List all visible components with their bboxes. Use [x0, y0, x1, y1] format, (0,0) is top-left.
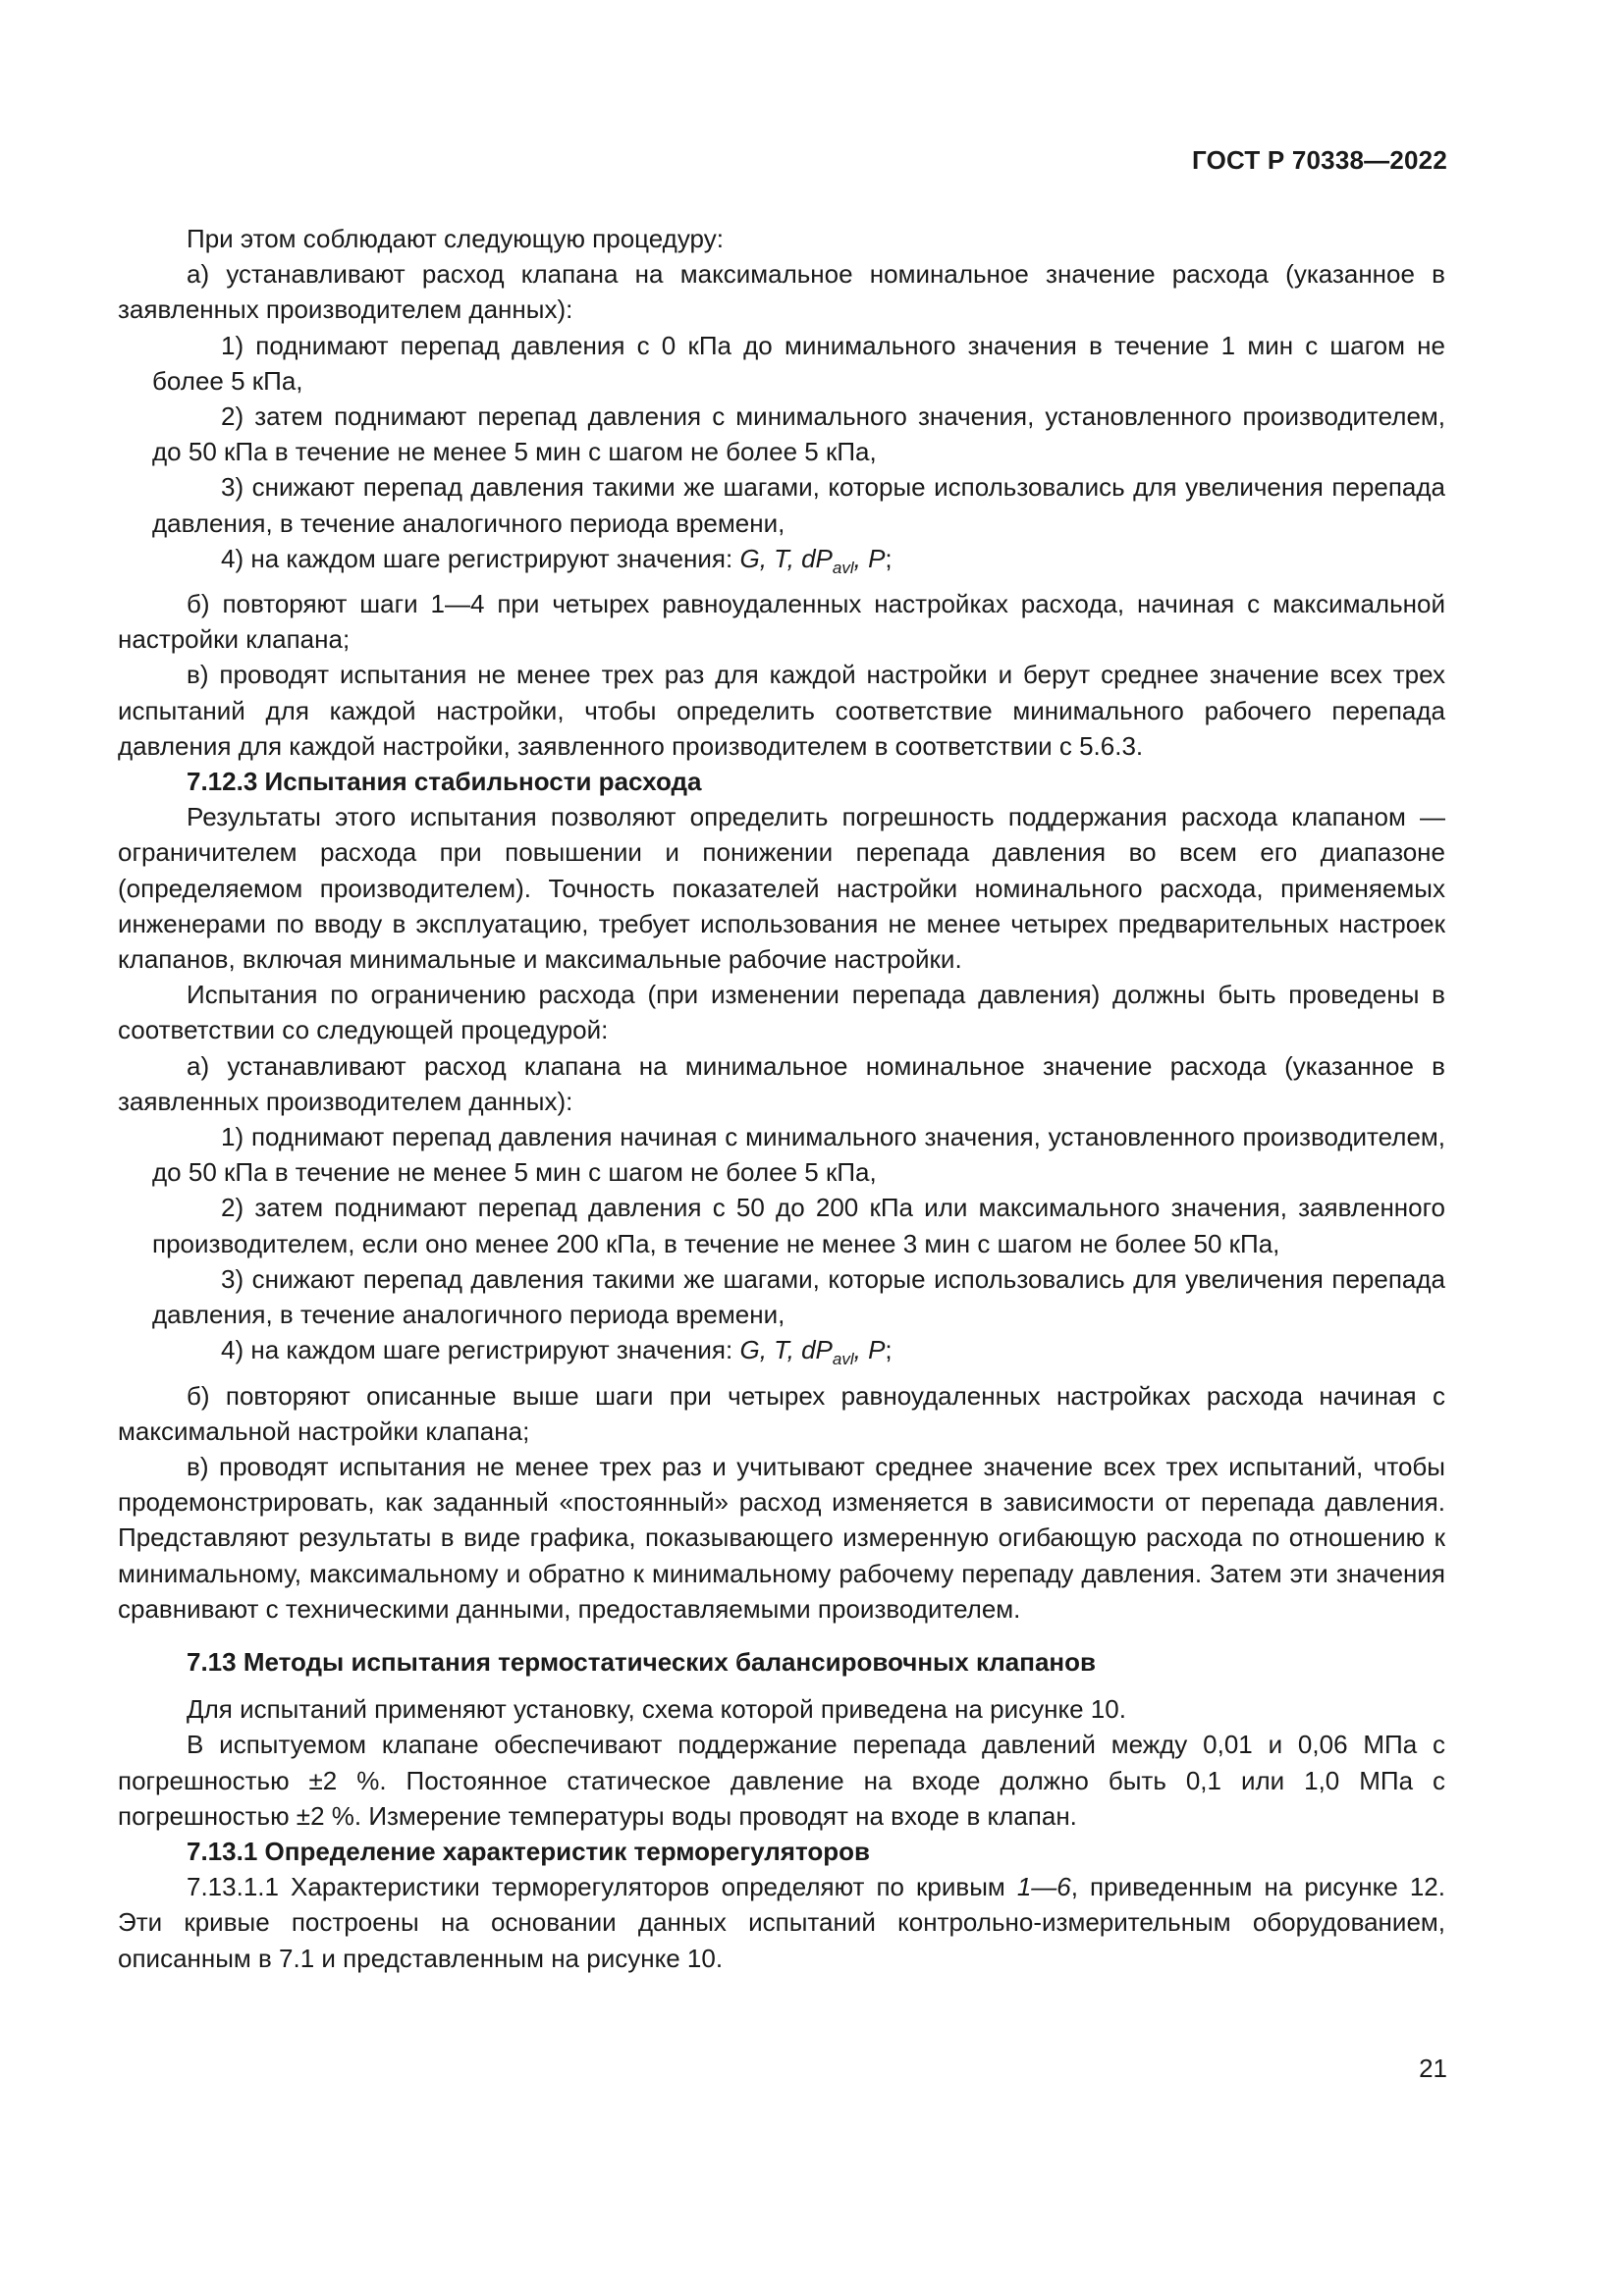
- text-span: , приведенным на рисунке 12. Эти кривые построены на основании данных испытаний контрольно-измерительным оборудованием, описанным в 7.1 и представленным на рисунке 10.: [118, 1872, 1445, 1973]
- paragraph: [118, 1869, 1445, 1976]
- list-subitem: 2) затем поднимают перепад давления с минимального значения, установленного производителем, до 50 кПа в течение не менее 5 мин с шагом не более 5 кПа,: [152, 401, 1445, 467]
- list-subitem: 1) поднимают перепад давления с 0 кПа до минимального значения в течение 1 мин с шагом не более 5 кПа,: [152, 330, 1445, 396]
- list-subitem: 3) снижают перепад давления такими же шагами, которые использовались для увеличения перепада давления, в течение аналогичного периода времени,: [152, 1263, 1445, 1330]
- list-item: в) проводят испытания не менее трех раз и учитывают среднее значение всех трех испытаний, чтобы продемонстрировать, как заданный «постоянный» расход изменяется в зависимости от перепада давления. Представляют результаты в виде графика, показывающего измеренную огибающую расхода по отношению к минимальному, максимальному и обратно к минимальному рабочему перепаду давления. Затем эти значения сравнивают с техническими данными, предоставляемыми производителем.: [118, 1451, 1445, 1624]
- paragraph: При этом соблюдают следующую процедуру:: [187, 224, 724, 253]
- text-span: 4) на каждом шаге регистрируют значения:: [221, 1335, 740, 1365]
- list-subitem-variables: [118, 541, 1445, 586]
- section-heading: 7.12.3 Испытания стабильности расхода: [187, 767, 702, 797]
- list-item: а) устанавливают расход клапана на максимальное номинальное значение расхода (указанное в заявленных производителем данных):: [118, 259, 1445, 325]
- variable-text: G, T, dP: [739, 543, 833, 573]
- paragraph: В испытуемом клапане обеспечивают поддержание перепада давлений между 0,01 и 0,06 МПа с погрешностью ±2 %. Постоянное статическое давление на входе должно быть 0,1 или 1,0 МПа с погрешностью ±2 %. Измерение температуры воды проводят на входе в клапан.: [118, 1730, 1445, 1831]
- section-heading: 7.13.1 Определение характеристик терморегуляторов: [187, 1836, 870, 1866]
- list-item: в) проводят испытания не менее трех раз для каждой настройки и берут среднее значение всех трех испытаний для каждой настройки, чтобы определить соответствие минимального рабочего перепада давления для каждой настройки, заявленного производителем в соответствии с 5.6.3.: [118, 660, 1445, 761]
- variable-text: P: [868, 543, 886, 573]
- list-item: б) повторяют шаги 1—4 при четырех равноудаленных настройках расхода, начиная с максимальной настройки клапана;: [118, 589, 1445, 655]
- document-body: [118, 221, 1445, 1976]
- list-subitem-variables: [118, 1332, 1445, 1377]
- variable-text: G, T, dP: [739, 1335, 833, 1365]
- subscript: avl: [832, 558, 854, 577]
- text-span: ;: [885, 1335, 893, 1365]
- text-span: ;: [885, 543, 893, 573]
- paragraph: Испытания по ограничению расхода (при изменении перепада давления) должны быть проведены в соответствии со следующей процедурой:: [118, 980, 1445, 1045]
- paragraph: Результаты этого испытания позволяют определить погрешность поддержания расхода клапаном — ограничителем расхода при повышении и понижении перепада давления во всем его диапазоне (определяемом производителем). Точность показателей настройки номинального расхода, применяемых инженерами по вводу в эксплуатацию, требует использования не менее четырех предварительных настроек клапанов, включая минимальные и максимальные рабочие настройки.: [118, 802, 1445, 975]
- list-subitem: 1) поднимают перепад давления начиная с минимального значения, установленного производителем, до 50 кПа в течение не менее 5 мин с шагом не более 5 кПа,: [152, 1122, 1445, 1188]
- variable-text: P: [868, 1335, 886, 1365]
- variable-sep: ,: [853, 1335, 869, 1365]
- text-span: 7.13.1.1 Характеристики терморегуляторов определяют по кривым: [187, 1872, 1017, 1902]
- list-subitem: 2) затем поднимают перепад давления с 50 до 200 кПа или максимального значения, заявленного производителем, если оно менее 200 кПа, в течение не менее 3 мин с шагом не более 50 кПа,: [152, 1193, 1445, 1258]
- page-number: 21: [1419, 2054, 1447, 2083]
- paragraph: Для испытаний применяют установку, схема которой приведена на рисунке 10.: [187, 1694, 1126, 1725]
- list-subitem: 3) снижают перепад давления такими же шагами, которые использовались для увеличения перепада давления, в течение аналогичного периода времени,: [152, 472, 1445, 538]
- curve-range: 1—6: [1016, 1872, 1071, 1902]
- variable-sep: ,: [853, 543, 869, 573]
- document-header-id: ГОСТ Р 70338—2022: [1192, 145, 1447, 175]
- list-item: б) повторяют описанные выше шаги при четырех равноудаленных настройках расхода начиная с максимальной настройки клапана;: [118, 1380, 1445, 1446]
- section-heading: 7.13 Методы испытания термостатических балансировочных клапанов: [187, 1646, 1096, 1677]
- text-span: 4) на каждом шаге регистрируют значения:: [221, 543, 740, 573]
- list-item: а) устанавливают расход клапана на минимальное номинальное значение расхода (указанное в заявленных производителем данных):: [118, 1050, 1445, 1116]
- subscript: avl: [832, 1350, 854, 1369]
